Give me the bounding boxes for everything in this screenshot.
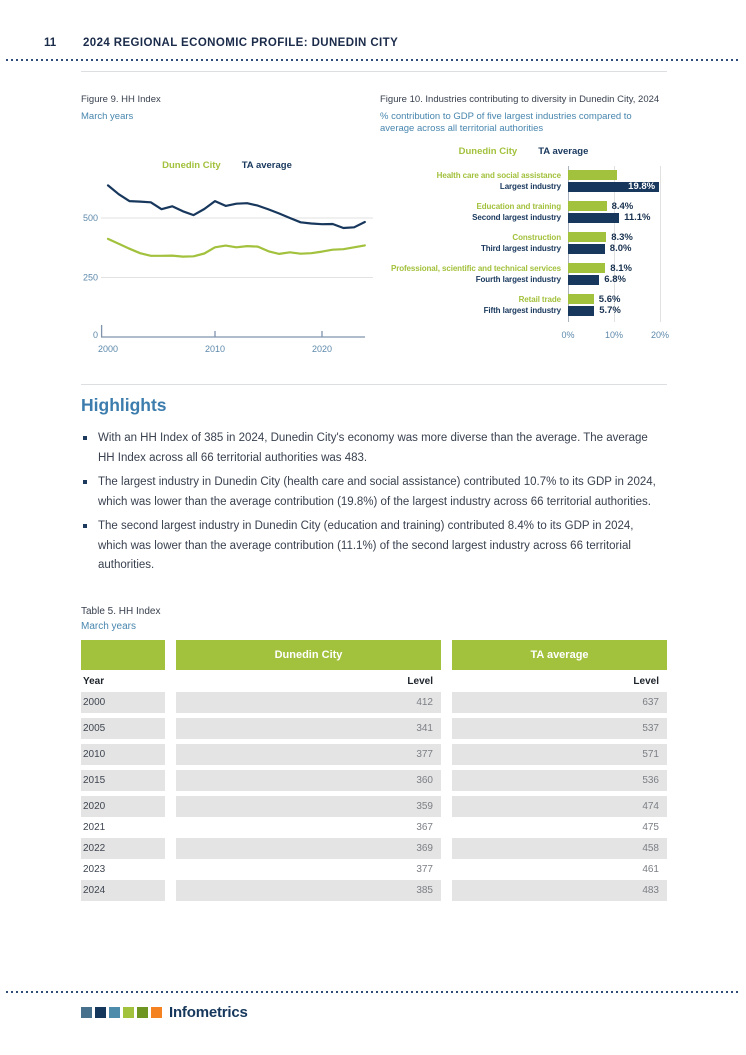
dunedin-city-bar bbox=[568, 293, 621, 305]
dunedin-city-bar bbox=[568, 170, 617, 180]
cell-dunedin-level: 377 bbox=[416, 864, 433, 875]
industries-bar-chart bbox=[380, 166, 667, 348]
ta-bar-value: 19.8% bbox=[628, 181, 656, 192]
group-header-blank bbox=[81, 640, 165, 670]
logo-square bbox=[109, 1007, 120, 1018]
dunedin-city-bar bbox=[568, 231, 633, 243]
figure-area-top-rule bbox=[81, 71, 667, 72]
column-header-year: Year bbox=[83, 675, 105, 687]
highlight-bullet: The second largest industry in Dunedin City (education and training) contributed 8.4% to its GDP in 2024, which was lower than the average contribution (11.1%) of the second largest industry across 66 territorial authorities. bbox=[81, 517, 656, 576]
cell-ta-level: 637 bbox=[452, 692, 667, 713]
figure-10 bbox=[380, 94, 667, 348]
table-row bbox=[81, 880, 667, 901]
svg-text:2010: 2010 bbox=[204, 343, 226, 354]
dunedin-city-bar bbox=[568, 262, 632, 274]
figure-10-title: Figure 10. Industries contributing to diversity in Dunedin City, 2024 bbox=[380, 94, 660, 105]
dunedin-bar-value: 8.1% bbox=[610, 262, 632, 274]
svg-text:500: 500 bbox=[82, 212, 98, 223]
table-row bbox=[81, 770, 667, 791]
cell-dunedin-level: 360 bbox=[176, 770, 441, 791]
table-row bbox=[81, 718, 667, 739]
cell-ta-level: 537 bbox=[452, 718, 667, 739]
legend-ta-average: TA average bbox=[538, 146, 589, 157]
highlights-section bbox=[81, 395, 671, 581]
infometrics-logo bbox=[81, 1004, 248, 1021]
cell-ta-level: 474 bbox=[452, 796, 667, 817]
legend-ta-average: TA average bbox=[241, 159, 292, 171]
group-header-dunedin-city: Dunedin City bbox=[176, 640, 441, 670]
ta-average-bar bbox=[568, 212, 651, 223]
cell-ta-level: 483 bbox=[452, 880, 667, 901]
ta-bar-value: 6.8% bbox=[604, 274, 626, 285]
cell-year: 2021 bbox=[83, 822, 106, 833]
cell-year: 2005 bbox=[81, 718, 165, 739]
ta-average-bar bbox=[568, 305, 621, 316]
bar-chart-x-tick: 10% bbox=[604, 330, 623, 340]
industry-label: Health care and social assistance bbox=[436, 171, 561, 180]
industry-label: Education and training bbox=[476, 202, 561, 211]
industry-label: Construction bbox=[512, 233, 561, 242]
cell-ta-level: 571 bbox=[452, 744, 667, 765]
table-row bbox=[81, 817, 667, 838]
cell-year: 2020 bbox=[81, 796, 165, 817]
figure-10-subtitle: % contribution to GDP of five largest industries compared to average across all territorial authorities bbox=[380, 111, 632, 134]
table-5 bbox=[81, 606, 667, 901]
dunedin-bar-value: 8.4% bbox=[611, 200, 634, 212]
cell-dunedin-level: 367 bbox=[416, 822, 433, 833]
dunedin-bar-value: 5.6% bbox=[598, 293, 621, 305]
table-row bbox=[81, 859, 667, 880]
figure-area-bottom-rule bbox=[81, 384, 667, 385]
svg-text:2020: 2020 bbox=[311, 343, 333, 354]
legend-dunedin-city: Dunedin City bbox=[162, 159, 221, 171]
table-column-headers bbox=[81, 670, 667, 692]
svg-text:2000: 2000 bbox=[97, 343, 119, 354]
cell-ta-level: 536 bbox=[452, 770, 667, 791]
figure-9-title: Figure 9. HH Index bbox=[81, 94, 161, 105]
cell-ta-level: 475 bbox=[642, 822, 659, 833]
svg-text:250: 250 bbox=[82, 272, 98, 282]
cell-year: 2010 bbox=[81, 744, 165, 765]
dunedin-bar-value: 8.3% bbox=[611, 231, 633, 243]
industry-bar-group bbox=[380, 232, 667, 254]
industry-bar-group bbox=[380, 263, 667, 285]
industry-rank-label: Fifth largest industry bbox=[483, 306, 561, 315]
svg-text:0: 0 bbox=[92, 329, 98, 340]
header-dotted-divider bbox=[6, 59, 740, 61]
industry-label: Retail trade bbox=[518, 295, 561, 304]
table-5-title: Table 5. HH Index bbox=[81, 606, 161, 617]
highlight-bullet: The largest industry in Dunedin City (health care and social assistance) contributed 10.7% to its GDP in 2024, which was lower than the average contribution (19.8%) of the largest industry across 66 territorial authorities. bbox=[81, 473, 656, 512]
table-5-subtitle: March years bbox=[81, 621, 137, 632]
bar-chart-x-tick: 20% bbox=[650, 330, 669, 340]
logo-square bbox=[151, 1007, 162, 1018]
table-row bbox=[81, 692, 667, 713]
cell-dunedin-level: 412 bbox=[176, 692, 441, 713]
document-title: 2024 REGIONAL ECONOMIC PROFILE: DUNEDIN CITY bbox=[83, 37, 399, 49]
legend-dunedin-city: Dunedin City bbox=[458, 146, 518, 157]
table-row bbox=[81, 838, 667, 859]
cell-dunedin-level: 377 bbox=[176, 744, 441, 765]
figure-9-legend bbox=[81, 160, 373, 171]
ta-bar-value: 8.0% bbox=[609, 243, 632, 254]
highlight-bullet: With an HH Index of 385 in 2024, Dunedin City's economy was more diverse than the average. The average HH Index across all 66 territorial authorities was 483. bbox=[81, 429, 656, 468]
ta-average-bar bbox=[568, 182, 659, 192]
highlights-heading: Highlights bbox=[81, 395, 167, 415]
logo-square bbox=[137, 1007, 148, 1018]
table-row bbox=[81, 796, 667, 817]
cell-year: 2024 bbox=[81, 880, 165, 901]
cell-ta-level: 458 bbox=[452, 838, 667, 859]
logo-square bbox=[123, 1007, 134, 1018]
ta-bar-value: 5.7% bbox=[599, 305, 621, 316]
cell-year: 2000 bbox=[81, 692, 165, 713]
highlights-list bbox=[81, 429, 656, 576]
logo-square bbox=[81, 1007, 92, 1018]
table-group-header bbox=[81, 640, 667, 670]
industry-rank-label: Fourth largest industry bbox=[475, 275, 561, 284]
brand-name: Infometrics bbox=[169, 1004, 248, 1021]
cell-dunedin-level: 341 bbox=[176, 718, 441, 739]
logo-square bbox=[95, 1007, 106, 1018]
figure-10-legend bbox=[380, 146, 667, 157]
cell-year: 2023 bbox=[83, 864, 106, 875]
ta-bar-value: 11.1% bbox=[624, 212, 651, 223]
logo-squares bbox=[81, 1007, 165, 1018]
hh-index-line-chart bbox=[81, 176, 373, 361]
industry-rank-label: Second largest industry bbox=[472, 213, 561, 222]
cell-ta-level: 461 bbox=[642, 864, 659, 875]
group-header-ta-average: TA average bbox=[452, 640, 667, 670]
cell-dunedin-level: 369 bbox=[176, 838, 441, 859]
industry-bar-group bbox=[380, 294, 667, 316]
bar-chart-x-tick: 0% bbox=[561, 330, 575, 340]
dunedin-city-bar bbox=[568, 200, 634, 212]
cell-year: 2022 bbox=[81, 838, 165, 859]
figure-9 bbox=[81, 94, 373, 361]
table-body bbox=[81, 692, 667, 901]
industry-rank-label: Third largest industry bbox=[480, 244, 561, 253]
page-number: 11 bbox=[44, 37, 57, 49]
cell-dunedin-level: 359 bbox=[176, 796, 441, 817]
industry-label: Professional, scientific and technical services bbox=[390, 264, 561, 273]
cell-year: 2015 bbox=[81, 770, 165, 791]
table-row bbox=[81, 744, 667, 765]
cell-dunedin-level: 385 bbox=[176, 880, 441, 901]
column-header-level-dunedin: Level bbox=[407, 675, 433, 687]
footer-dotted-divider bbox=[6, 991, 740, 993]
figure-9-subtitle: March years bbox=[81, 111, 134, 122]
ta-average-bar bbox=[568, 243, 632, 254]
industry-rank-label: Largest industry bbox=[499, 182, 561, 191]
industry-bar-group bbox=[380, 201, 667, 223]
industry-bar-group bbox=[380, 170, 667, 192]
column-header-level-ta: Level bbox=[633, 675, 659, 687]
ta-average-bar bbox=[568, 274, 626, 285]
bar-groups bbox=[380, 170, 667, 325]
